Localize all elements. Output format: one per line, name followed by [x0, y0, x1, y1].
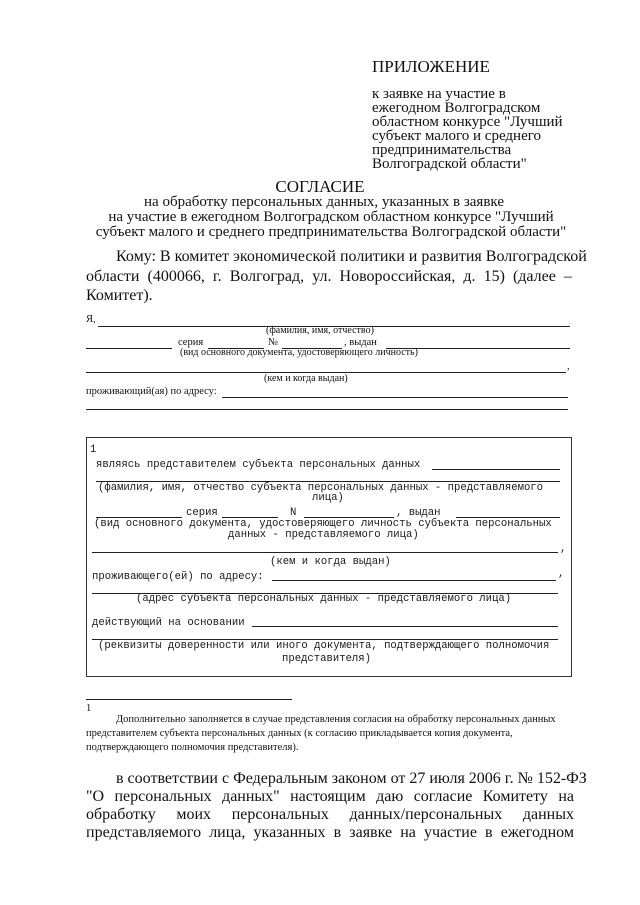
consent-title: СОГЛАСИЕ: [275, 177, 365, 196]
body-word: данных/персональных: [349, 806, 503, 823]
doc-type-field[interactable]: [86, 348, 172, 349]
rep-address-field[interactable]: [272, 580, 556, 581]
consent-subtitle: на обработку персональных данных, указанных в заявке: [144, 194, 504, 210]
rep-comma: ,: [560, 543, 567, 555]
appendix-title: ПРИЛОЖЕНИЕ: [372, 57, 490, 76]
rep-when-caption: (кем и когда выдан): [270, 556, 391, 568]
body-word: данных: [522, 806, 574, 823]
being-label: являясь представителем субъекта персональных данных: [96, 459, 421, 471]
rep-comma: ,: [558, 568, 565, 580]
rep-issued-label: , выдан: [396, 507, 441, 519]
footnote-line: Дополнительно заполняется в случае представления согласия на обработку персональных данных: [116, 714, 556, 725]
addressee-word: (далее: [512, 268, 556, 285]
footnote-line: подтверждающего полномочия представителя).: [86, 742, 299, 753]
body-line: в соответствии с Федеральным законом от 27 июля 2006 г. № 152-ФЗ: [116, 770, 587, 787]
body-line: представляемого лица, указанных в заявке на участие в ежегодном: [86, 824, 574, 841]
when-caption: (кем и когда выдан): [264, 373, 348, 384]
rep-doc-caption: (вид основного документа, удостоверяющего личность субъекта персональных: [94, 518, 552, 530]
comma: ,: [567, 361, 570, 372]
consent-subtitle: на участие в ежегодном Волгоградском областном конкурсе "Лучший: [108, 209, 554, 225]
address-field-2[interactable]: [86, 409, 568, 410]
basis-caption: представителя): [282, 653, 372, 665]
basis-label: действующий на основании: [92, 617, 245, 629]
basis-field[interactable]: [252, 626, 558, 627]
appendix-line: Волгоградской области": [372, 156, 527, 172]
appendix-line: субъект малого и среднего: [372, 128, 542, 144]
series-label: серия: [178, 337, 204, 348]
addressee-line: Комитет).: [86, 287, 153, 304]
number-label: №: [268, 337, 279, 348]
body-word: персональных: [231, 806, 329, 823]
footnote-line: представителем субъекта персональных данных (к согласию прикладывается копия документа,: [86, 728, 513, 739]
ya-label: Я,: [86, 314, 96, 325]
issued-label: , выдан: [344, 337, 377, 348]
addressee-line: Кому: В комитет экономической политики и развития Волгоградской: [116, 248, 587, 265]
address-field[interactable]: [222, 397, 568, 398]
addressee-line-justified: [86, 268, 572, 286]
body-word: обработку: [86, 806, 156, 823]
addressee-word: 15): [483, 268, 505, 285]
appendix-line: ежегодном Волгоградском: [372, 100, 541, 116]
body-line-justified: [86, 806, 574, 824]
doc-caption: (вид основного документа, удостоверяющего личность): [180, 347, 418, 358]
body-word: моих: [176, 806, 212, 823]
rep-fio-caption: (фамилия, имя, отчество субъекта персональных данных - представляемого: [98, 482, 544, 494]
addressee-word: г.: [212, 268, 222, 285]
addressee-word: области: [86, 268, 140, 285]
basis-caption: (реквизиты доверенности или иного документа, подтверждающего полномочия: [98, 640, 550, 652]
footnote-mark: 1: [90, 444, 97, 456]
rep-series-label: серия: [186, 507, 218, 519]
rep-issued-by-field[interactable]: [92, 552, 558, 553]
rep-fio-caption: лица): [312, 492, 344, 504]
body-line: "О персональных данных" настоящим даю согласие Комитету на: [86, 788, 574, 805]
appendix-line: областном конкурсе "Лучший: [372, 114, 563, 130]
rep-doc-caption: данных - представляемого лица): [228, 529, 419, 541]
appendix-line: к заявке на участие в: [372, 86, 506, 102]
addressee-word: Новороссийская,: [339, 268, 456, 285]
addressee-word: Волгоград,: [229, 268, 305, 285]
footnote-number: 1: [86, 703, 92, 714]
rep-address-caption: (адрес субъекта персональных данных - представляемого лица): [136, 593, 512, 605]
fio-caption: (фамилия, имя, отчество): [266, 325, 374, 336]
addressee-word: (400066,: [147, 268, 205, 285]
consent-subtitle: субъект малого и среднего предпринимательства Волгоградской области": [95, 224, 567, 240]
rep-address-label: проживающего(ей) по адресу:: [92, 571, 264, 583]
footnote-separator: [86, 699, 292, 700]
address-label: проживающий(ая) по адресу:: [86, 386, 217, 397]
addressee-word: д.: [463, 268, 476, 285]
addressee-word: ул.: [312, 268, 332, 285]
addressee-word: –: [563, 268, 572, 285]
rep-number-label: N: [290, 507, 297, 519]
appendix-line: предпринимательства: [372, 142, 512, 158]
represented-subject-field[interactable]: [432, 469, 560, 470]
